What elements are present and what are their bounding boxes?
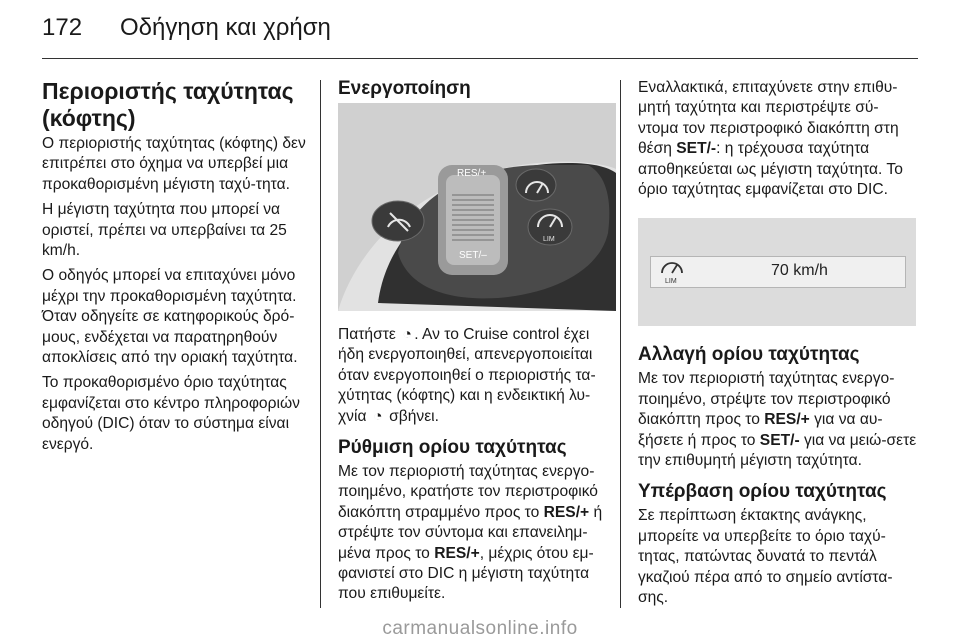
alternative-paragraph: Εναλλακτικά, επιταχύνετε στην επιθυ-μητή ταχύτητα και περιστρέψτε σύ-ντομα τον περιστροφικό διακόπτη στη θέση SET/-: η τρέχουσα ταχύτητα αποθηκεύεται ως μέγιστη ταχύτητα. Το όριο ταχύτητας εμφανίζεται στο DIC. xyxy=(638,79,903,199)
steering-wheel-illustration xyxy=(338,103,616,311)
dic-speed-value: 70 km/h xyxy=(771,262,828,280)
dic-paragraph: Το προκαθορισμένο όριο ταχύτητας εμφανίζεται στο κέντρο πληροφοριών οδηγού (DIC) όταν το σύστημα είναι ενεργό. xyxy=(42,374,300,453)
res-plus-label: RES/+ xyxy=(457,168,487,179)
column-1 xyxy=(42,78,312,460)
driver-paragraph: Ο οδηγός μπορεί να επιταχύνει μόνο μέχρι την προκαθορισμένη ταχύτητα. Όταν οδηγείτε σε κατηφορικούς δρό-μους, ενδέχεται να παρατηρηθούν αποκλίσεις από την οριακή ταχύτητα. xyxy=(42,267,298,367)
column-3 xyxy=(638,78,918,614)
dic-lim-label: LIM xyxy=(665,278,677,286)
limiter-indicator-icon: ◔ xyxy=(373,407,383,425)
watermark: carmanualsonline.info xyxy=(382,618,578,639)
set-limit-heading: Ρύθμιση ορίου ταχύτητας xyxy=(338,437,567,459)
activation-heading: Ενεργοποίηση xyxy=(338,78,471,99)
running-section-title: Οδήγηση και χρήση xyxy=(120,14,331,41)
exceed-limit-heading: Υπέρβαση ορίου ταχύτητας xyxy=(638,481,887,503)
activation-paragraph: Πατήστε ◔ . Αν το Cruise control έχει ήδη ενεργοποιηθεί, απενεργοποιείται όταν ενεργοποιηθεί ο περιοριστής τα-χύτητας (κόφτης) και η ενδεικτική λυ-χνία ◔ σβήνει. xyxy=(338,325,616,427)
steering-wheel-controls-photo xyxy=(338,103,616,311)
change-limit-paragraph: Με τον περιοριστή ταχύτητας ενεργο-ποιημένο, στρέψτε τον περιστροφικό διακόπτη προς το RES/+ για να αυ-ξήσετε ή προς το SET/- για να μειώ-σετε την επιθυμητή μέγιστη ταχύτητα. xyxy=(638,370,917,470)
intro-paragraph: Ο περιοριστής ταχύτητας (κόφτης) δεν επιτρέπει στο όχημα να υπερβεί μια προκαθορισμένη μέγιστη ταχύ-τητα. xyxy=(42,135,306,193)
set-minus-label: SET/– xyxy=(459,250,487,261)
column-divider-1 xyxy=(320,80,321,608)
section-heading xyxy=(42,78,312,132)
lim-icon-label: LIM xyxy=(543,236,555,243)
column-2 xyxy=(338,78,616,610)
dic-display-bar xyxy=(650,256,906,288)
change-limit-heading: Αλλαγή ορίου ταχύτητας xyxy=(638,344,860,366)
exceed-limit-paragraph: Σε περίπτωση έκτακτης ανάγκης, μπορείτε να υπερβείτε το όριο ταχύ-τητας, πατώντας δυνατά το πεντάλ γκαζιού πέρα από το σημείο αντίστα-σης. xyxy=(638,507,893,607)
page-header xyxy=(42,14,918,54)
speed-limiter-icon xyxy=(657,255,687,285)
max-speed-paragraph: Η μέγιστη ταχύτητα που μπορεί να οριστεί, πρέπει να υπερβαίνει τα 25 km/h. xyxy=(42,201,287,260)
column-divider-2 xyxy=(620,80,621,608)
heading-line-2: (κόφτης) xyxy=(42,105,136,131)
heading-line-1: Περιοριστής ταχύτητας xyxy=(42,78,294,104)
header-rule xyxy=(42,58,918,59)
page-number: 172 xyxy=(42,14,83,41)
speed-limiter-icon: ◔ xyxy=(402,326,412,343)
set-limit-paragraph: Με τον περιοριστή ταχύτητας ενεργο-ποιημένο, κρατήστε τον περιστροφικό διακόπτη στραμμένο προς το RES/+ ή στρέψτε τον σύντομα και επανειλημ-μένα προς το RES/+, μέχρις ότου εμ-φανιστεί στο DIC η μέγιστη ταχύτητα που επιθυμείτε. xyxy=(338,463,603,603)
dic-display-image xyxy=(638,218,916,326)
